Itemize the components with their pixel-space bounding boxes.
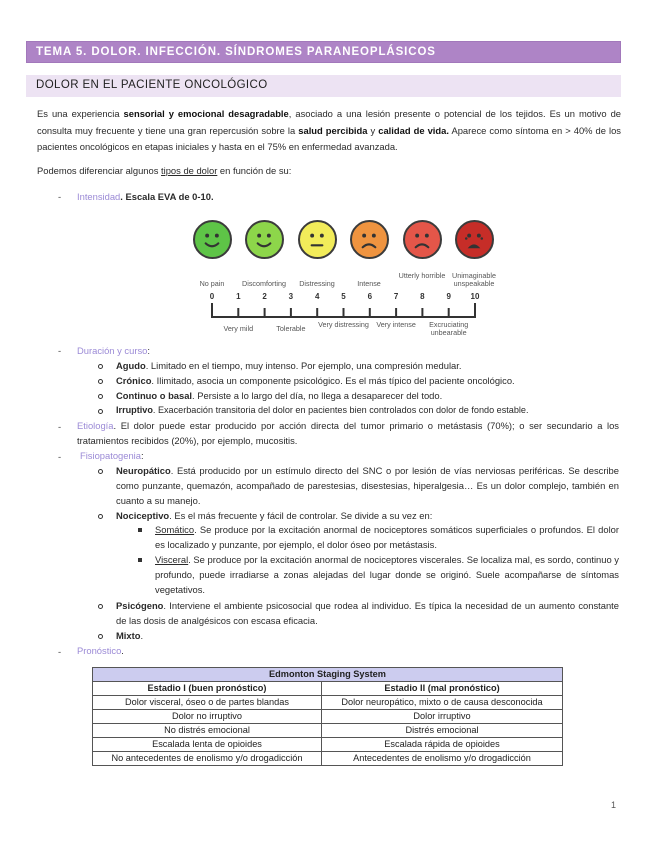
term: Psicógeno	[116, 600, 164, 611]
table-row	[93, 696, 563, 710]
text: . Interviene el ambiente psicosocial que rodea al individuo. Es típica la necesidad de un aumento constante de las dosis de analgésicos con escasa eficacia.	[116, 600, 619, 626]
scale-bottom-label: Very intense	[376, 320, 416, 329]
circle-bullet-icon	[98, 469, 103, 474]
term: Neuropático	[116, 465, 171, 476]
fisiopatogenia-heading	[80, 448, 144, 463]
scale-tick-label: 5	[341, 292, 346, 301]
list-item	[116, 373, 515, 388]
text: Es una experiencia	[37, 108, 124, 119]
text: . Está producido por un estímulo directo del SNC o por lesión de vías nerviosas periféricas. Se describe como punzante, quemazón, acompañado de parestesias, disestesias, hiperalgesia… Es un dolor complejo, también en cuanto a su manejo.	[116, 465, 619, 506]
bold-text: salud percibida	[298, 124, 368, 136]
table-header-row	[93, 682, 563, 696]
pain-face-label: Distressing	[299, 279, 335, 288]
list-dash: -	[58, 451, 62, 462]
circle-bullet-icon	[98, 379, 103, 384]
intensidad-text: . Escala EVA de 0-10.	[120, 191, 214, 202]
pain-face-label: Utterly horrible	[398, 271, 446, 280]
circle-bullet-icon	[98, 364, 103, 369]
text: .	[140, 630, 144, 641]
scale-bottom-label: Very mild	[223, 324, 254, 333]
edmonton-staging-table	[92, 667, 563, 766]
list-item	[116, 388, 442, 403]
text: . Se produce por la excitación anormal de nociceptores viscerales. Se localiza mal, es sordo, continuo y profundo, puede irradiarse a zonas alejadas del lugar donde se originó. Suele acompañarse de síntomas vegetativos.	[155, 554, 619, 595]
table-cell: Dolor irruptivo	[322, 710, 563, 724]
list-dash: -	[58, 345, 62, 356]
mixto-item	[116, 628, 143, 643]
bold-text: calidad de vida.	[378, 124, 449, 136]
table-row	[93, 710, 563, 724]
text: . Exacerbación transitoria del dolor en pacientes bien controlados con dolor de fondo estable.	[152, 405, 529, 415]
table-row	[93, 724, 563, 738]
scale-tick-label: 9	[446, 292, 451, 301]
term: Agudo	[116, 360, 146, 371]
table-cell: No distrés emocional	[93, 724, 322, 738]
page-number: 1	[611, 800, 617, 810]
table-cell: Dolor visceral, óseo o de partes blandas	[93, 696, 322, 710]
text: , asociado a una lesión presente o potencial de los tejidos. Es un motivo de consulta muy frecuente y tiene una gran repercusión sobre la	[37, 108, 622, 136]
scale-bottom-label: Excruciating unbearable	[429, 320, 469, 337]
nociceptivo-item	[116, 508, 432, 523]
scale-tick-label: 6	[367, 292, 373, 301]
text: :	[147, 345, 150, 356]
circle-bullet-icon	[98, 514, 103, 519]
table-caption-row	[93, 668, 563, 682]
text: . El dolor puede estar producido por acción directa del tumor primario o metástasis (70%); o ser secundario a los tratamientos recibidos (20%), por ejemplo, mucositis.	[77, 420, 619, 446]
table-cell: Antecedentes de enolismo y/o drogadicción	[322, 752, 563, 766]
text: . Limitado en el tiempo, muy intenso. Por ejemplo, una compresión medular.	[145, 360, 462, 371]
list-dash: -	[58, 191, 62, 202]
bold-text: sensorial y emocional desagradable	[123, 108, 289, 119]
text: .	[121, 645, 124, 656]
term: Continuo o basal	[116, 390, 193, 401]
table-cell: Escalada rápida de opioides	[322, 738, 563, 752]
scale-tick-label: 4	[314, 292, 320, 301]
list-dash: -	[58, 421, 62, 432]
text: . Es el más frecuente y fácil de controlar. Se divide a su vez en:	[169, 510, 433, 521]
etiologia-item	[77, 418, 619, 448]
neuropatico-item	[116, 463, 619, 508]
section-title: TEMA 5. DOLOR. INFECCIÓN. SÍNDROMES PARANEOPLÁSICOS	[36, 46, 436, 58]
term: Crónico	[116, 375, 152, 386]
text: . Se produce por la excitación anormal de nociceptores somáticos superficiales o profundos. El dolor es localizado y punzante, por ejemplo, el dolor óseo por metástasis.	[155, 524, 619, 550]
term: Visceral	[155, 554, 189, 565]
scale-tick-label: 8	[420, 292, 425, 301]
term: Irruptivo	[116, 405, 153, 415]
table-cell: Dolor no irruptivo	[93, 710, 322, 724]
list-dash: -	[58, 646, 62, 657]
visceral-item	[155, 552, 619, 597]
pain-face-label: Intense	[357, 279, 381, 288]
psicogeno-item	[116, 598, 619, 628]
table-cell: No antecedentes de enolismo y/o drogadicción	[93, 752, 322, 766]
text: y	[367, 124, 379, 136]
scale-tick-label: 1	[236, 292, 241, 301]
duracion-label: Duración y curso	[77, 345, 148, 356]
table-cell: Distrés emocional	[322, 724, 563, 738]
text: :	[140, 450, 144, 461]
circle-bullet-icon	[98, 409, 103, 414]
term: Nociceptivo	[116, 510, 170, 521]
scale-tick-label: 10	[470, 292, 480, 301]
intensidad-label: Intensidad	[77, 191, 121, 202]
circle-bullet-icon	[98, 394, 103, 399]
column-header: Estadio II (mal pronóstico)	[322, 682, 563, 696]
pain-face-label: Discomforting	[242, 279, 286, 288]
text: Podemos diferenciar algunos	[37, 165, 162, 176]
table-caption: Edmonton Staging System	[93, 668, 563, 682]
text: . Persiste a lo largo del día, no llega a desaparecer del todo.	[192, 390, 443, 401]
table-cell: Escalada lenta de opioides	[93, 738, 322, 752]
underlined-text: tipos de dolor	[161, 165, 218, 176]
list-item	[116, 403, 529, 418]
duracion-heading	[77, 343, 150, 358]
text: . Ilimitado, asocia un componente psicológico. Es el más típico del paciente oncológico.	[151, 375, 515, 386]
term: Mixto	[116, 630, 141, 641]
scale-bottom-label: Tolerable	[276, 324, 306, 333]
scale-tick-label: 3	[288, 292, 294, 301]
table-cell: Dolor neuropático, mixto o de causa desconocida	[322, 696, 563, 710]
term: Somático	[155, 524, 195, 535]
text: en función de su:	[217, 165, 292, 176]
circle-bullet-icon	[98, 604, 103, 609]
pain-face-label: No pain	[199, 279, 225, 288]
somatico-item	[155, 522, 619, 552]
table-row	[93, 752, 563, 766]
pain-face-label: Unimaginable unspeakable	[452, 271, 496, 288]
list-item	[116, 358, 461, 373]
pronostico-label: Pronóstico	[77, 645, 122, 656]
square-bullet-icon	[138, 528, 142, 532]
etiologia-label: Etiología	[77, 420, 114, 431]
square-bullet-icon	[138, 558, 142, 562]
text: Aparece como síntoma en > 40% de los pacientes oncológicos en etapas iniciales y hasta en el 75% en enfermedad avanzada.	[37, 124, 621, 152]
subsection-title: DOLOR EN EL PACIENTE ONCOLÓGICO	[36, 79, 268, 91]
scale-bottom-label: Very distressing	[318, 320, 369, 329]
scale-tick-label: 0	[209, 292, 215, 301]
table-row	[93, 738, 563, 752]
fisiopatogenia-label: Fisiopatogenia	[80, 450, 141, 461]
column-header: Estadio I (buen pronóstico)	[93, 682, 322, 696]
pronostico-heading	[77, 643, 124, 658]
scale-tick-label: 7	[393, 292, 399, 301]
circle-bullet-icon	[98, 634, 103, 639]
scale-tick-label: 2	[262, 292, 267, 301]
